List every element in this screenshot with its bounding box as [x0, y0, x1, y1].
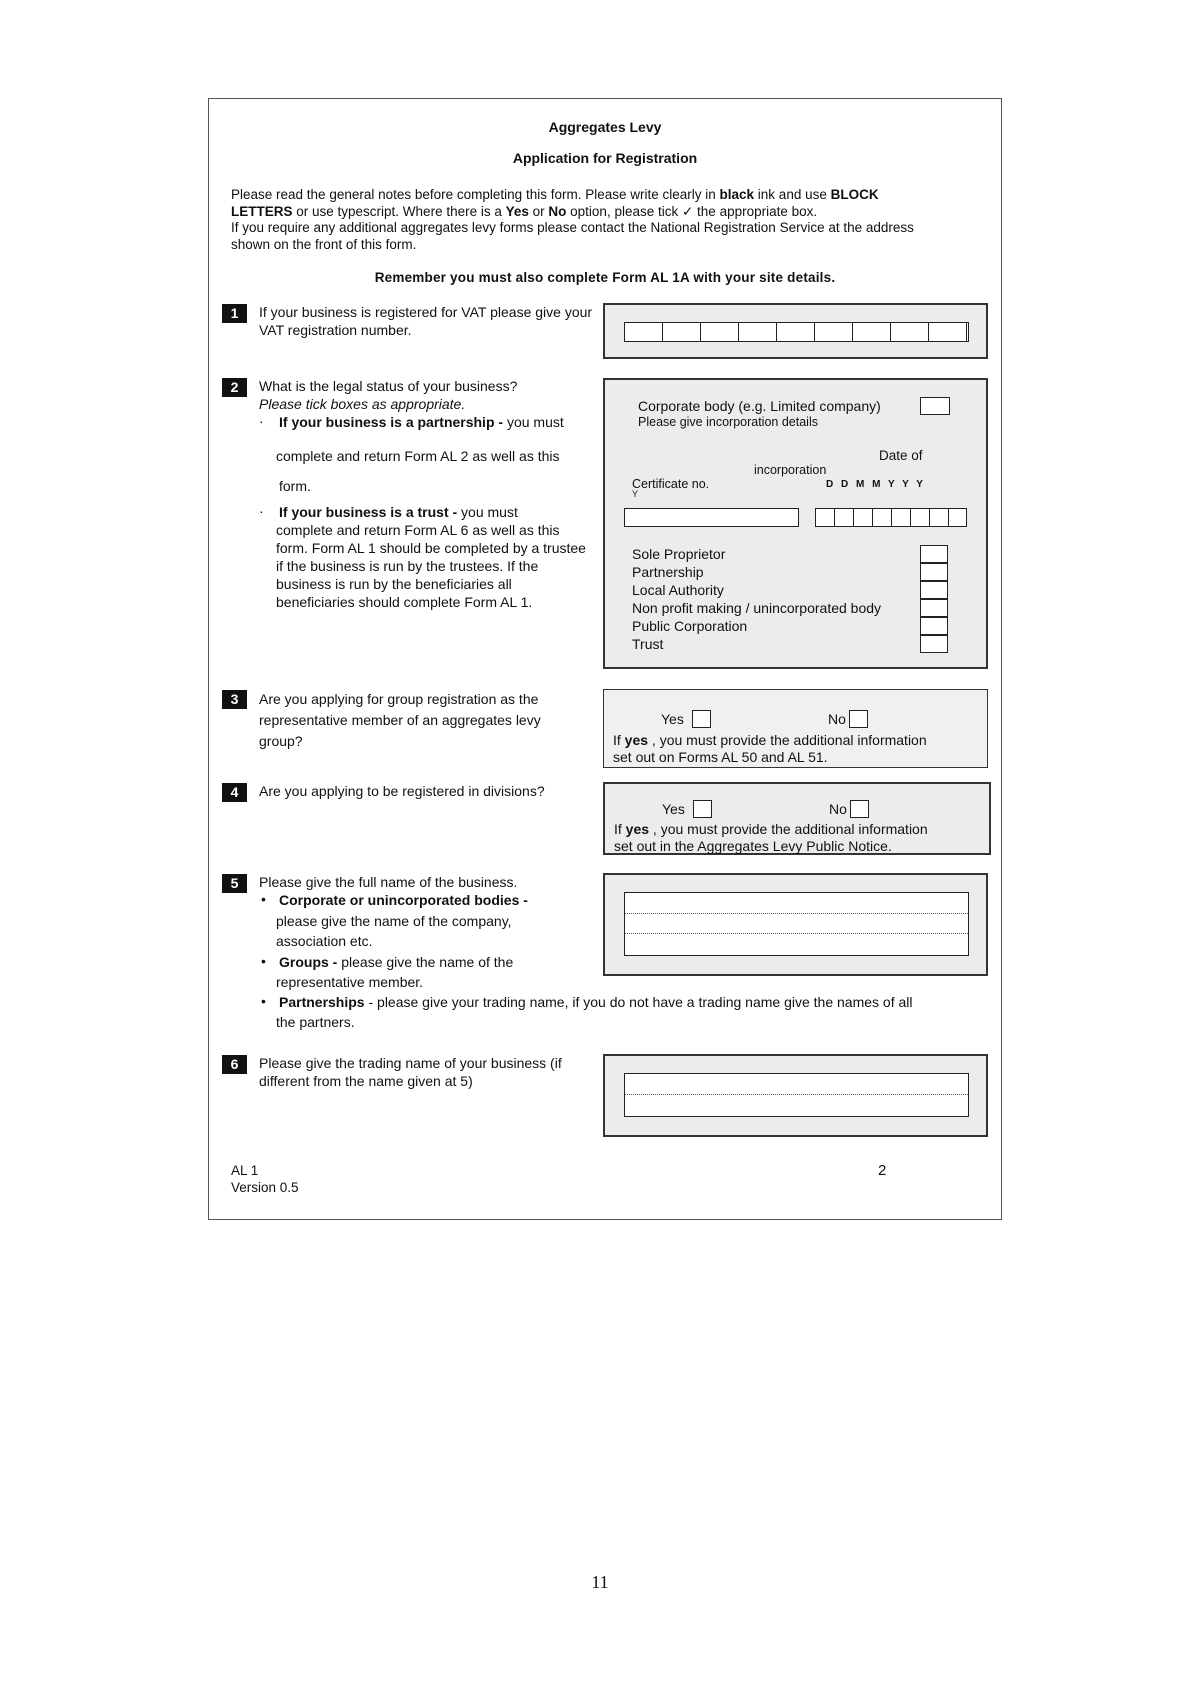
trading-name-field[interactable] — [624, 1073, 969, 1117]
trust-note: If your business is a trust - you must — [279, 504, 518, 520]
intro-text: Please read the general notes before completing this form. Please write clearly in black ink and use BLOCK LETTERS or use typescript. Where there is a Yes or No option, please tick ✓ the appropriate box. If you require any additional aggregates levy forms please contact the National Registration Service at the address shown on the front of this form. — [231, 187, 914, 252]
trading-name-panel — [603, 1054, 988, 1137]
question-4-text: Are you applying to be registered in divisions? — [259, 783, 545, 799]
q3-no-label: No — [828, 711, 846, 727]
question-number-3: 3 — [222, 690, 247, 709]
bullet-dot: · — [259, 413, 264, 429]
bullet-dot: • — [261, 993, 266, 1009]
corporate-body-label: Corporate body (e.g. Limited company) — [638, 398, 881, 414]
local-authority-checkbox[interactable] — [920, 581, 948, 599]
public-corporation-checkbox[interactable] — [920, 617, 948, 635]
question-number-6: 6 — [222, 1055, 247, 1074]
business-name-field[interactable] — [624, 892, 969, 956]
partnership-note: If your business is a partnership - you must — [279, 414, 564, 430]
non-profit-checkbox[interactable] — [920, 599, 948, 617]
q4-yes-checkbox[interactable] — [693, 800, 712, 818]
q4-yes-label: Yes — [662, 801, 685, 817]
q5-bullet-groups-line2: representative member. — [276, 974, 424, 990]
question-number-2: 2 — [222, 378, 247, 397]
question-3-text: Are you applying for group registration as the representative member of an aggregates levy group? — [259, 691, 541, 749]
form-title: Aggregates Levy — [548, 119, 662, 135]
q5-bullet-partnerships: Partnerships - please give your trading name, if you do not have a trading name give the names of all — [279, 994, 913, 1010]
option-local-authority: Local Authority — [632, 582, 724, 598]
partnership-note-line2: complete and return Form AL 2 as well as this — [276, 448, 560, 464]
q3-note: If yes , you must provide the additional information — [613, 732, 927, 748]
certificate-number-field[interactable] — [624, 508, 799, 527]
business-name-panel — [603, 873, 988, 976]
bullet-dot: • — [261, 953, 266, 969]
document-page-number: 11 — [591, 1572, 609, 1592]
trust-note-body: complete and return Form AL 6 as well as this form. Form AL 1 should be completed by a trustee if the business is run by the trustees. If the business is run by the beneficiaries all beneficiaries should complete Form AL 1. — [276, 522, 586, 610]
q3-note-line2: set out on Forms AL 50 and AL 51. — [613, 749, 828, 765]
vat-number-field[interactable] — [624, 322, 969, 342]
q5-bullet-groups: Groups - please give the name of the — [279, 954, 514, 970]
incorporation-details-label: Please give incorporation details — [638, 415, 818, 429]
form-subtitle: Application for Registration — [512, 150, 698, 166]
q3-yes-checkbox[interactable] — [692, 710, 711, 728]
divisions-panel — [603, 782, 991, 855]
date-format-label: D D M M Y Y Y — [826, 479, 923, 490]
trust-checkbox[interactable] — [920, 635, 948, 653]
option-non-profit: Non profit making / unincorporated body — [632, 600, 882, 616]
q4-no-checkbox[interactable] — [850, 800, 869, 818]
q5-bullet-corporate: Corporate or unincorporated bodies - — [279, 892, 528, 908]
group-registration-panel — [603, 689, 988, 768]
question-1-text: If your business is registered for VAT please give your VAT registration number. — [259, 304, 593, 338]
date-of-label: Date of — [879, 448, 923, 463]
q5-bullet-partnerships-line2: the partners. — [276, 1014, 355, 1030]
option-sole-proprietor: Sole Proprietor — [632, 546, 726, 562]
vat-number-panel — [603, 303, 988, 359]
question-2-hint: Please tick boxes as appropriate. — [259, 396, 466, 412]
bullet-dot: · — [259, 503, 264, 519]
question-number-1: 1 — [222, 304, 247, 323]
option-trust: Trust — [632, 636, 664, 652]
legal-status-panel — [603, 378, 988, 669]
sole-proprietor-checkbox[interactable] — [920, 545, 948, 563]
question-5-text: Please give the full name of the business. — [259, 874, 518, 890]
question-number-5: 5 — [222, 874, 247, 893]
q3-yes-label: Yes — [661, 711, 684, 727]
q4-no-label: No — [829, 801, 847, 817]
form-page — [208, 98, 1002, 1220]
q4-note: If yes , you must provide the additional information — [614, 821, 928, 837]
form-version: Version 0.5 — [231, 1180, 299, 1195]
question-number-4: 4 — [222, 783, 247, 802]
q3-no-checkbox[interactable] — [849, 710, 868, 728]
certificate-label: Certificate no. — [632, 477, 710, 491]
form-code: AL 1 — [231, 1163, 259, 1178]
form-page-number: 2 — [878, 1162, 887, 1179]
question-2-text: What is the legal status of your business? — [259, 378, 518, 394]
certificate-y-label: Y — [632, 489, 639, 499]
option-public-corporation: Public Corporation — [632, 618, 748, 634]
partnership-checkbox[interactable] — [920, 563, 948, 581]
q5-bullet-corporate-body: please give the name of the company, association etc. — [276, 913, 512, 949]
incorporation-label: incorporation — [754, 463, 827, 477]
corporate-body-checkbox[interactable] — [920, 397, 950, 415]
q4-note-line2: set out in the Aggregates Levy Public Notice. — [614, 838, 892, 854]
bullet-dot: • — [261, 891, 266, 907]
incorporation-date-field[interactable] — [815, 508, 967, 527]
remember-note: Remember you must also complete Form AL 1A with your site details. — [374, 270, 836, 285]
partnership-note-line3: form. — [279, 478, 311, 494]
option-partnership: Partnership — [632, 564, 704, 580]
tick-icon: ✓ — [681, 203, 694, 219]
question-6-text: Please give the trading name of your business (if different from the name given at 5) — [259, 1055, 562, 1089]
